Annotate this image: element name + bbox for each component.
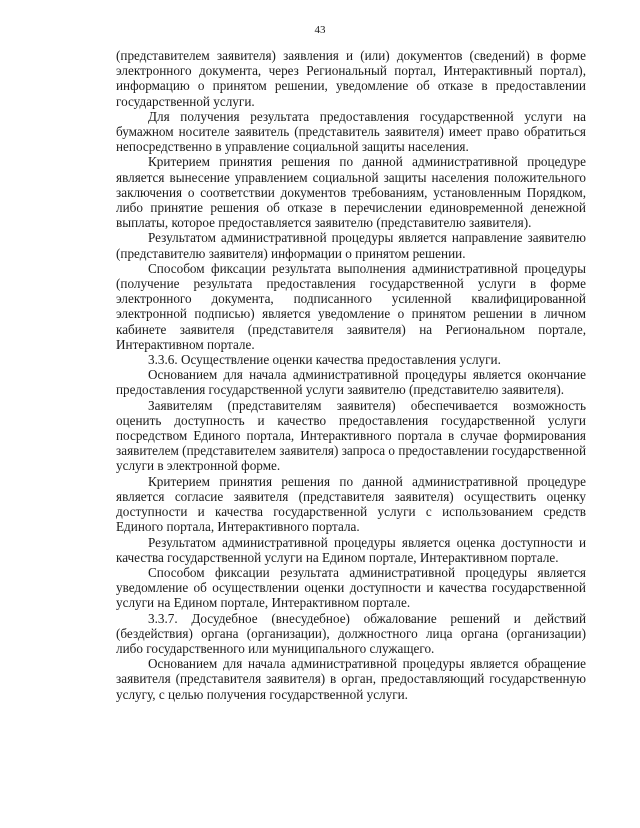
page-number: 43 (314, 24, 326, 36)
paragraph: Критерием принятия решения по данной административной процедуре является вынесение управлением социальной защиты населения положительного заключения о соответствии документов требованиям, установленным Порядком, либо принятие решения об отказе в перечислении единовременной денежной выплаты, которое предоставляется заявителю (представителю заявителя). (116, 154, 586, 231)
paragraph: Основанием для начала административной процедуры является окончание предоставления государственной услуги заявителю (представителю заявителя). (116, 367, 586, 398)
paragraph: Результатом административной процедуры является оценка доступности и качества государственной услуги на Едином портале, Интерактивном портале. (116, 534, 586, 565)
paragraph: Заявителям (представителям заявителя) обеспечивается возможность оценить доступность и качество предоставления государственной услуги посредством Единого портала, Интерактивного портала в случае формирования заявителем (представителем заявителя) запроса о предоставлении государственной услуги в электронной форме. (116, 397, 586, 474)
paragraph: Основанием для начала административной процедуры является обращение заявителя (представителя заявителя) в орган, предоставляющий государственную услугу, с целью получения государственной услуги. (116, 656, 586, 702)
paragraph: (представителем заявителя) заявления и (или) документов (сведений) в форме электронного документа, через Региональный портал, Интерактивный портал), информацию о принятом решении, уведомление об отказе в предоставлении государственной услуги. (116, 48, 586, 109)
paragraph: Для получения результата предоставления государственной услуги на бумажном носителе заявитель (представитель заявителя) имеет право обратиться непосредственно в управление социальной защиты населения. (116, 108, 586, 155)
paragraph: Критерием принятия решения по данной административной процедуре является согласие заявителя (представителя заявителя) осуществить оценку доступности и качества государственной услуги с использованием средств Единого портала, Интерактивного портала. (116, 473, 586, 535)
paragraph: Способом фиксации результата выполнения административной процедуры (получение результата предоставления государственной услуги в форме электронного документа, подписанного усиленной квалифицированной электронной подписью) является уведомление о принятом решении в личном кабинете заявителя (представителя заявителя) на Региональном портале, Интерактивном портале. (116, 260, 586, 352)
paragraph: Способом фиксации результата административной процедуры является уведомление об осуществлении оценки доступности и качества государственной услуги на Едином портале, Интерактивном портале. (116, 564, 586, 611)
document-body (116, 48, 586, 702)
paragraph: Результатом административной процедуры является направление заявителю (представителю заявителя) информации о принятом решении. (116, 230, 586, 261)
section-heading: 3.3.7. Досудебное (внесудебное) обжалование решений и действий (бездействия) органа (организации), должностного лица органа (организации) либо государственного или муниципального служащего. (116, 610, 586, 656)
section-heading: 3.3.6. Осуществление оценки качества предоставления услуги. (148, 352, 501, 368)
